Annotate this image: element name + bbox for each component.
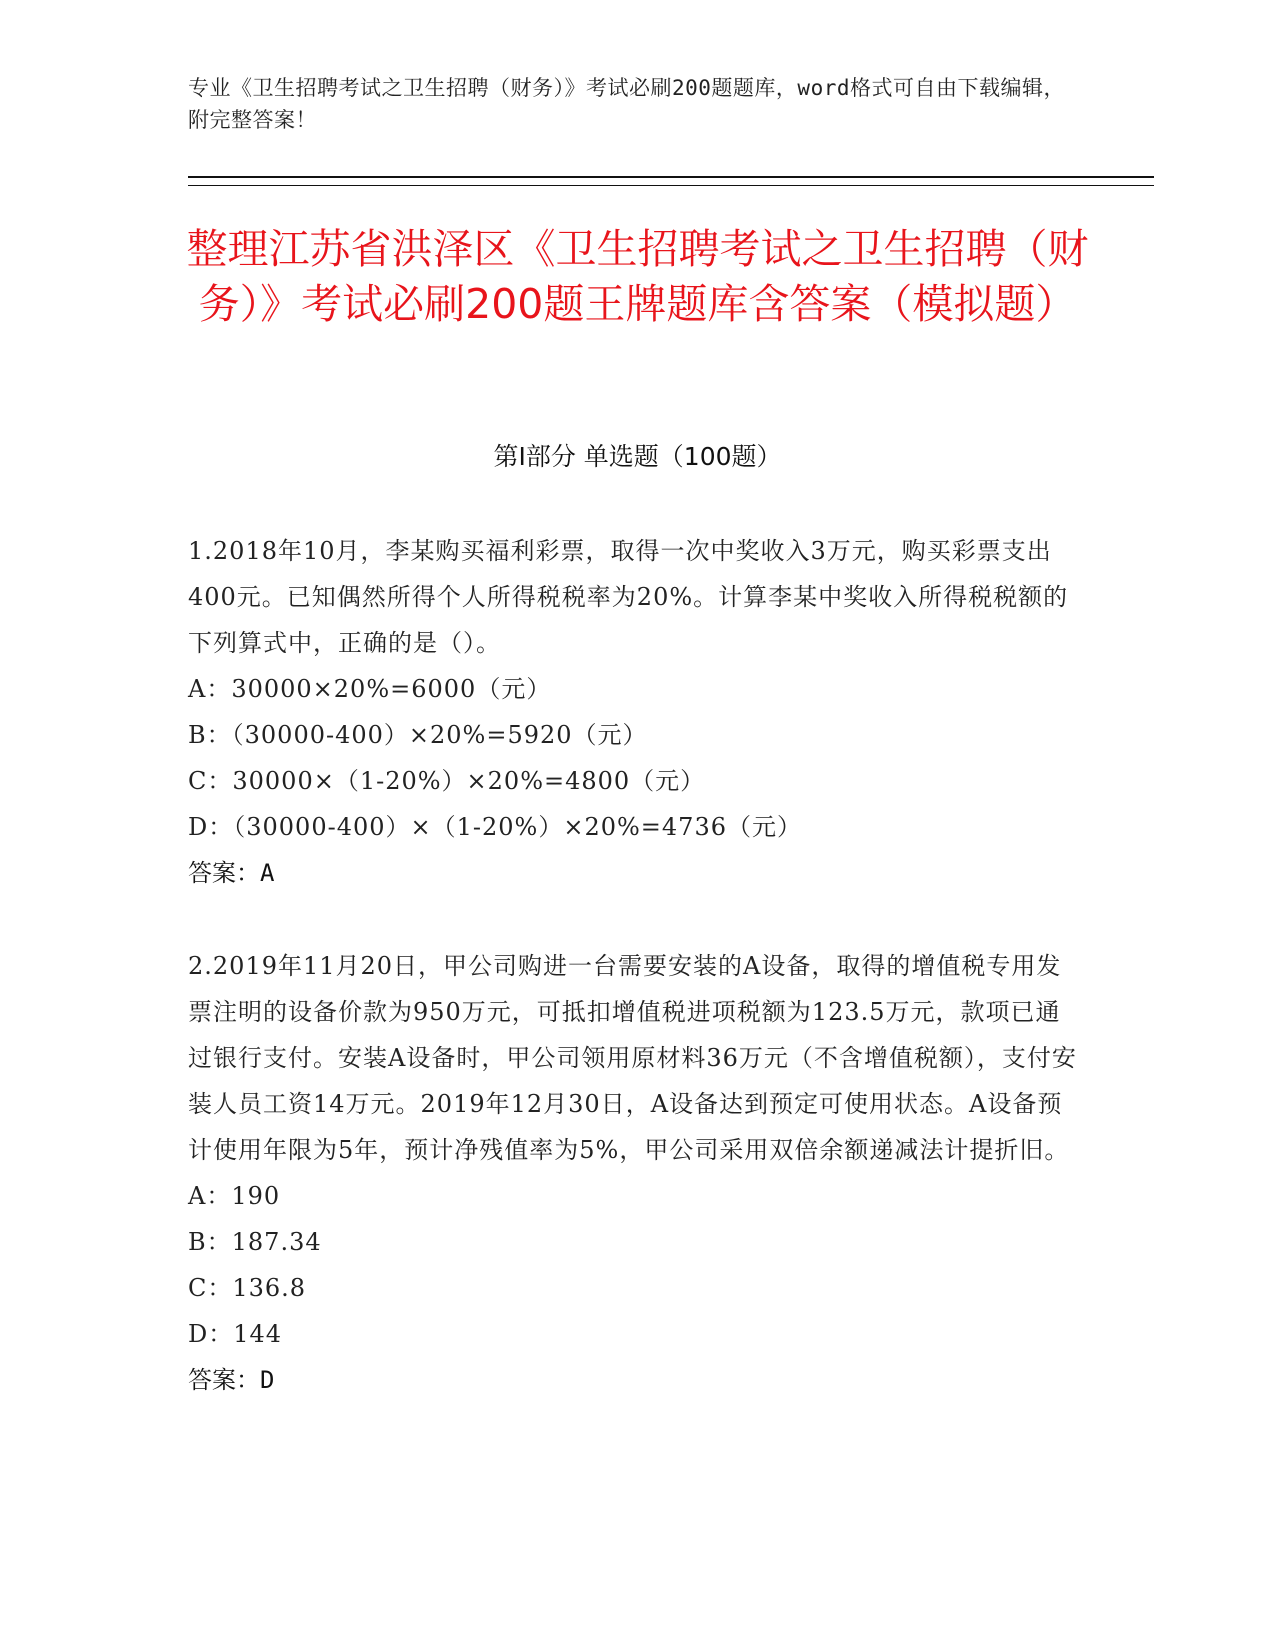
question-2 bbox=[188, 943, 1078, 1403]
option-c: C：30000×（1-20%）×20%=4800（元） bbox=[188, 767, 706, 795]
answer: 答案：A bbox=[188, 859, 275, 887]
option-b: B：187.34 bbox=[188, 1228, 322, 1256]
question-stem: 1.2018年10月，李某购买福利彩票，取得一次中奖收入3万元，购买彩票支出400元。已知偶然所得个人所得税税率为20%。计算李某中奖收入所得税税额的下列算式中，正确的是（）。 bbox=[188, 537, 1069, 657]
option-a: A：190 bbox=[188, 1182, 281, 1210]
header-note: 专业《卫生招聘考试之卫生招聘（财务）》考试必刷200题题库，word格式可自由下载编辑，附完整答案！ bbox=[188, 76, 1065, 132]
header-divider-thin bbox=[188, 185, 1154, 186]
question-stem: 2.2019年11月20日，甲公司购进一台需要安装的A设备，取得的增值税专用发票注明的设备价款为950万元，可抵扣增值税进项税额为123.5万元，款项已通过银行支付。安装A设备时，甲公司领用原材料36万元（不含增值税额），支付安装人员工资14万元。2019年12月30日，A设备达到预定可使用状态。A设备预计使用年限为5年，预计净残值率为5%，甲公司采用双倍余额递减法计提折旧。 bbox=[188, 952, 1077, 1164]
option-d: D：144 bbox=[188, 1320, 283, 1348]
option-c: C：136.8 bbox=[188, 1274, 307, 1302]
option-b: B：（30000-400）×20%=5920（元） bbox=[188, 721, 648, 749]
section-heading: 第Ⅰ部分 单选题（100题） bbox=[493, 442, 782, 471]
option-d: D：（30000-400）×（1-20%）×20%=4736（元） bbox=[188, 813, 802, 841]
question-1 bbox=[188, 528, 1078, 896]
answer: 答案：D bbox=[188, 1366, 275, 1394]
document-title: 整理江苏省洪泽区《卫生招聘考试之卫生招聘（财务）》考试必刷200题王牌题库含答案（模拟题） bbox=[186, 225, 1089, 328]
option-a: A：30000×20%=6000（元） bbox=[188, 675, 552, 703]
question-list bbox=[188, 528, 1078, 1450]
header-divider-thick bbox=[188, 176, 1154, 178]
